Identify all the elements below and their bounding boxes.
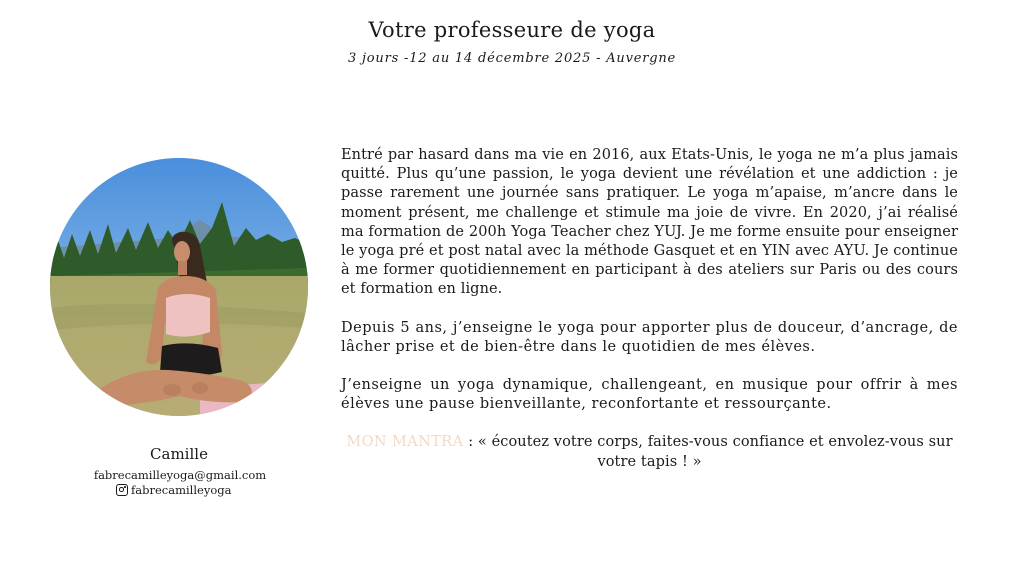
instagram-handle: fabrecamilleyoga (131, 483, 232, 497)
mantra-label: MON MANTRA (346, 434, 464, 451)
bio-text (341, 146, 958, 491)
mantra-text: : « écoutez votre corps, faites-vous confiance et envolez-vous sur votre tapis ! » (463, 434, 953, 470)
mantra (341, 433, 958, 471)
profile-photo (50, 158, 308, 416)
teacher-name: Camille (150, 445, 208, 463)
page-subtitle: 3 jours -12 au 14 décembre 2025 - Auvergne (347, 51, 677, 66)
bio-paragraph-1: Entré par hasard dans ma vie en 2016, aux Etats-Unis, le yoga ne m’a plus jamais quitté. Plus qu’une passion, le yoga devient une révélation et une addiction : je passe rarement une journée sans pratiquer. Le yoga m’apaise, m’ancre dans le moment présent, me challenge et stimule ma joie de vivre. En 2020, j’ai réalisé ma formation de 200h Yoga Teacher chez YUJ. Je me forme ensuite pour enseigner le yoga pré et post natal avec la méthode Gasquet et en YIN avec AYU. Je continue à me former quotidiennement en participant à des ateliers sur Paris ou des cours et formation en ligne. (341, 147, 958, 298)
instagram-icon (116, 484, 128, 496)
instagram-link[interactable] (116, 483, 231, 497)
bio-paragraph-3: J’enseigne un yoga dynamique, challengeant, en musique pour offrir à mes élèves une pause bienveillante, reconfortante et ressourçante. (341, 377, 958, 413)
page-title: Votre professeure de yoga (368, 18, 656, 42)
email-link[interactable]: fabrecamilleyoga@gmail.com (93, 468, 267, 482)
bio-paragraph-2: Depuis 5 ans, j’enseigne le yoga pour apporter plus de douceur, d’ancrage, de lâcher prise et de bien-être dans le quotidien de mes élèves. (341, 319, 958, 355)
